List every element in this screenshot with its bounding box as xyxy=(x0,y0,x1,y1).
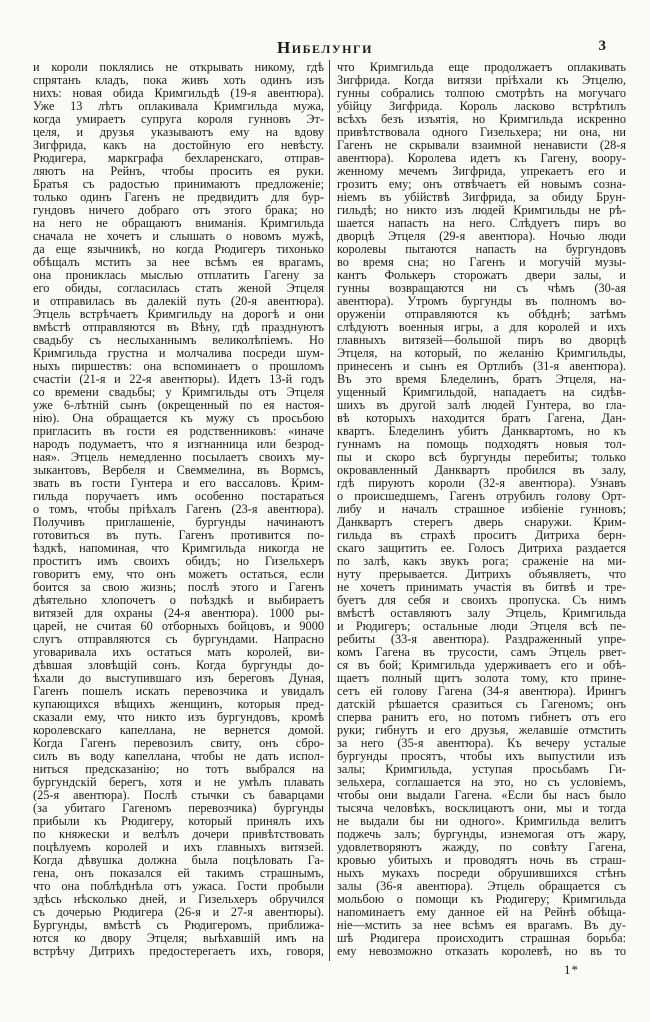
text-line: ляютъ на Рейнъ, чтобы просить ея руки. xyxy=(33,165,324,178)
text-line: ніе—мстить за нее всѣмъ ея врагамъ. Въ ду- xyxy=(337,919,626,932)
text-line: Братья съ радостью принимаютъ предложеніе; xyxy=(33,178,324,191)
text-line: убійцу Зигфрида. Король ласково встрѣтилъ xyxy=(337,100,626,113)
text-line: Бургунды, вмѣстѣ съ Рюдигеромъ, приближа- xyxy=(33,919,324,932)
text-line: оруженіи отправляются къ обѣднѣ; затѣмъ xyxy=(337,308,626,321)
text-line: встрѣчу Дитрихъ предостерегаетъ ихъ, говоря, xyxy=(33,945,324,958)
text-line: съ дочерью Рюдигера (26-я и 27-я авентюры). xyxy=(33,906,324,919)
text-line: напоминаетъ ему данное ей на Рейнѣ обѣща- xyxy=(337,906,626,919)
text-line: главныхъ витязей—большой пиръ во дворцѣ xyxy=(337,334,626,347)
text-line: сказали ему, что никто изъ бургундовъ, кромѣ xyxy=(33,711,324,724)
text-line: Въ это время Бледелинъ, братъ Этцеля, на- xyxy=(337,373,626,386)
text-line: залы; Кримгильда, уступая просьбамъ Ги- xyxy=(337,763,626,776)
text-line: проститъ имъ своихъ обидъ; но Гизельхеръ xyxy=(33,555,324,568)
text-line: буетъ для себя и своихъ пропуска. Съ нимъ xyxy=(337,594,626,607)
text-column-right xyxy=(337,61,626,958)
text-line: шихъ въ другой залѣ людей Гунтера, во гла- xyxy=(337,399,626,412)
text-line: звать въ гости Гунтера и его вассаловъ. Крим- xyxy=(33,477,324,490)
text-line: нихъ: новая обида Кримгильдѣ (19-я авентюра). xyxy=(33,87,324,100)
text-line: пригласить въ гости ея родственниковъ: «иначе xyxy=(33,425,324,438)
text-line: прибыли къ Рюдигеру, который принялъ ихъ xyxy=(33,815,324,828)
text-line: нію). Она обращается къ мужу съ просьбою xyxy=(33,412,324,425)
text-line: ѣхали до выступившаго изъ береговъ Дуная, xyxy=(33,672,324,685)
text-line: витязей для охраны (24-я авентюра). 1000 ры- xyxy=(33,607,324,620)
text-line: шается напасть на него. Слѣдуетъ пиръ во xyxy=(337,217,626,230)
text-line: не выдали бы ни одного». Кримгильда велитъ xyxy=(337,815,626,828)
column-divider-rule xyxy=(329,60,330,961)
text-line: гильда въ страхѣ проситъ Дитриха берн- xyxy=(337,529,626,542)
text-line: спрятанъ кладъ, пока живъ хоть одинъ изъ xyxy=(33,74,324,87)
text-line: квартъ. Бледелинъ убитъ Данквартомъ, но къ xyxy=(337,425,626,438)
text-line: (25-я авентюра). Послѣ стычки съ баварцами xyxy=(33,789,324,802)
text-line: ему невозможно отказать королевѣ, но въ то xyxy=(337,945,626,958)
page-number: 3 xyxy=(598,38,606,54)
text-line: Рюдигера, маркграфа бехларенскаго, отправ- xyxy=(33,152,324,165)
signature-mark: 1* xyxy=(564,962,579,977)
text-line: уговаривала ихъ остаться мать королей, ви- xyxy=(33,646,324,659)
text-line: свадьбу съ неслыханнымъ великолѣпіемъ. Но xyxy=(33,334,324,347)
text-line: обѣщалъ мстить за нее всѣмъ ея врагамъ, xyxy=(33,256,324,269)
text-line: Зигфрида, какъ на достойную его невѣсту. xyxy=(33,139,324,152)
text-line: слугъ отправляются съ бургундами. Напрасно xyxy=(33,633,324,646)
text-line: скаго защитить ее. Голосъ Дитриха раздается xyxy=(337,542,626,555)
text-line: удовлетворяютъ жажду, по совѣту Гагена, xyxy=(337,841,626,854)
text-line: Этцеля, на который, по желанію Кримгильды, xyxy=(337,347,626,360)
text-line: Гагенъ пошелъ искать перевозчика и увидалъ xyxy=(33,685,324,698)
text-line: ущенный Кримгильдой, нападаетъ на сидѣв- xyxy=(337,386,626,399)
text-line: во время сна; но Гагенъ и могучій музы- xyxy=(337,256,626,269)
text-line: ниться предсказанію; но тотъ выбрался на xyxy=(33,763,324,776)
text-line: окровавленный Данквартъ пробился въ залу, xyxy=(337,464,626,477)
text-line: гена, онъ показался ей такимъ страшнымъ, xyxy=(33,867,324,880)
text-line: залы (36-я авентюра). Этцель обращается съ xyxy=(337,880,626,893)
text-line: по залѣ, какъ звукъ рога; сраженіе на ми- xyxy=(337,555,626,568)
text-line: сначала не хочетъ и слышать о новомъ мужѣ, xyxy=(33,230,324,243)
text-line: привѣтствовала одного Гизельхера; ни она, ни xyxy=(337,126,626,139)
text-line: гунны собрались толпою смотрѣть на могучаго xyxy=(337,87,626,100)
text-line: вмѣстѣ оставляютъ залу Этцель, Кримгильда xyxy=(337,607,626,620)
text-line: здѣсь нѣсколько дней, и Гизельхеръ обручился xyxy=(33,893,324,906)
text-line: сперва ранитъ его, но потомъ гибнетъ отъ его xyxy=(337,711,626,724)
text-line: бургундскій берегъ, хотя и не умѣлъ плавать xyxy=(33,776,324,789)
text-line: слѣдуютъ военныя игры, а для королей и ихъ xyxy=(337,321,626,334)
text-line: Когда дѣвушка должна была поцѣловать Га- xyxy=(33,854,324,867)
text-line: дворцѣ Этцеля (29-я авентюра). Ночью люди xyxy=(337,230,626,243)
text-line: мольбою о помощи къ Рюдигеру; Кримгильда xyxy=(337,893,626,906)
text-line: всѣхъ безъ изъятія, но Кримгильда искренно xyxy=(337,113,626,126)
text-line: (за убитаго Гагеномъ перевозчика) бургунды xyxy=(33,802,324,815)
text-line: гуннамъ на помощь подходятъ новыя тол- xyxy=(337,438,626,451)
text-line: щаетъ полный щитъ золота тому, кто прине- xyxy=(337,672,626,685)
text-line: да еще язычникѣ, но когда Рюдигеръ тихонько xyxy=(33,243,324,256)
text-line: ѣздкѣ, напоминая, что Кримгильда никогда не xyxy=(33,542,324,555)
text-line: ся въ бой; Кримгильда удерживаетъ его и обѣ- xyxy=(337,659,626,672)
text-line: шѣ Рюдигера происходитъ страшная борьба: xyxy=(337,932,626,945)
text-line: Получивъ приглашеніе, бургунды начинаютъ xyxy=(33,516,324,529)
text-line: королевы пытаются напасть на бургундовъ xyxy=(337,243,626,256)
text-line: Гагенъ не скрывали взаимной ненависти (28-я xyxy=(337,139,626,152)
text-line: о происшедшемъ, Гагенъ отрубилъ голову Орт- xyxy=(337,490,626,503)
text-line: силъ въ воду капеллана, чтобы не дать испол- xyxy=(33,750,324,763)
text-column-left xyxy=(33,61,324,958)
text-line: его обиды, согласилась стать женой Этцеля xyxy=(33,282,324,295)
text-line: кантъ Фолькеръ сторожатъ двери залы, и xyxy=(337,269,626,282)
text-line: уже 6-лѣтній сынъ (окрещенный по ея настоя- xyxy=(33,399,324,412)
text-line: царей, не считая 60 отборныхъ бойцовъ, и 9000 xyxy=(33,620,324,633)
text-line: ныхъ мукахъ посреди обрушившихся стѣнъ xyxy=(337,867,626,880)
text-line: и Рюдигеръ; остальные люди Этцеля всѣ пе- xyxy=(337,620,626,633)
text-line: женному мечемъ Зигфрида, упрекаетъ его и xyxy=(337,165,626,178)
text-line: бургунды просятъ, чтобы ихъ выпустили изъ xyxy=(337,750,626,763)
text-line: сетъ ей голову Гагена (34-я авентюра). Ирингъ xyxy=(337,685,626,698)
text-line: боится за свою жизнь; послѣ этого и Гагенъ xyxy=(33,581,324,594)
text-line: грозитъ ему; онъ отвѣчаетъ ей новымъ созна- xyxy=(337,178,626,191)
text-line: Зигфрида. Когда витязи пріѣхали къ Этцелю, xyxy=(337,74,626,87)
text-line: зыкантовъ, Вербеля и Свеммелина, въ Вормсъ, xyxy=(33,464,324,477)
text-line: авентюра). Утромъ бургунды въ полномъ во- xyxy=(337,295,626,308)
text-line: когда умираетъ супруга короля гунновъ Эт- xyxy=(33,113,324,126)
text-line: за него (35-я авентюра). Къ вечеру усталые xyxy=(337,737,626,750)
text-line: зельхера, соглашается на это, но съ условіемъ, xyxy=(337,776,626,789)
text-line: нуту прерывается. Дитрихъ объявляетъ, что xyxy=(337,568,626,581)
text-line: авентюра). Королева идетъ къ Гагену, воору- xyxy=(337,152,626,165)
text-line: ныхъ пиршествъ: она вспоминаетъ о прошломъ xyxy=(33,360,324,373)
text-line: на него не обращаютъ вниманія. Кримгильда xyxy=(33,217,324,230)
text-line: и короли поклялись не открывать никому, гдѣ xyxy=(33,61,324,74)
text-line: гильда поручаетъ имъ особенно постараться xyxy=(33,490,324,503)
text-line: Когда Гагенъ перевозилъ свиту, онъ сбро- xyxy=(33,737,324,750)
page-header-title: Нибелунги xyxy=(277,38,373,57)
text-line: гдѣ пируютъ короли (32-я авентюра). Узнавъ xyxy=(337,477,626,490)
text-line: поджечь залъ; бургунды, изнемогая отъ жару, xyxy=(337,828,626,841)
text-line: ребиты (33-я авентюра). Раздраженный упре- xyxy=(337,633,626,646)
text-line: Уже 13 лѣтъ оплакивала Кримгильда мужа, xyxy=(33,100,324,113)
text-line: ная». Этцель немедленно посылаетъ своихъ му- xyxy=(33,451,324,464)
text-line: со времени свадьбы; у Кримгильды отъ Этцеля xyxy=(33,386,324,399)
text-line: она прониклась мыслью отплатить Гагену за xyxy=(33,269,324,282)
text-line: готовиться въ путь. Гагенъ противится по- xyxy=(33,529,324,542)
text-line: говоритъ ему, что онъ можетъ остаться, если xyxy=(33,568,324,581)
text-line: кровью убитыхъ и проводятъ ночь въ страш- xyxy=(337,854,626,867)
text-line: ніемъ въ убійствѣ Зигфрида, за обиду Брун- xyxy=(337,191,626,204)
text-line: принесенъ и сынъ ея Ортлибъ (31-я авентюра). xyxy=(337,360,626,373)
text-line: и отправилась въ далекій путь (20-я авентюра). xyxy=(33,295,324,308)
text-line: королевскаго капеллана, не вернется домой. xyxy=(33,724,324,737)
text-line: пы и скоро всѣ бургунды перебиты; только xyxy=(337,451,626,464)
text-line: Этцель встрѣчаетъ Кримгильду на дорогѣ и они xyxy=(33,308,324,321)
text-line: вѣ которыхъ находится братъ Гагена, Дан- xyxy=(337,412,626,425)
text-line: руки; гибнутъ и его друзья, желавшіе отмстить xyxy=(337,724,626,737)
text-line: по княжески и велѣлъ дочери привѣтствовать xyxy=(33,828,324,841)
text-line: о томъ, чтобы пріѣхалъ Гагенъ (23-я авентюра). xyxy=(33,503,324,516)
text-line: ются ко двору Этцеля; выѣхавшій имъ на xyxy=(33,932,324,945)
text-line: только одинъ Гагенъ не предвидитъ для бур- xyxy=(33,191,324,204)
text-line: купающихся вѣщихъ женщинъ, которыя пред- xyxy=(33,698,324,711)
text-line: поцѣлуемъ королей и ихъ главныхъ витязей. xyxy=(33,841,324,854)
text-line: Данквартъ стерегъ дверь снаружи. Крим- xyxy=(337,516,626,529)
text-line: что Кримгильда еще продолжаетъ оплакивать xyxy=(337,61,626,74)
text-line: гундовъ ничего добраго отъ этого брака; но xyxy=(33,204,324,217)
text-line: гунны возвращаются ни съ чѣмъ (30-ая xyxy=(337,282,626,295)
text-line: не хочетъ принимать участія въ битвѣ и тре- xyxy=(337,581,626,594)
text-line: дѣвшая зловѣщій сонъ. Когда бургунды до- xyxy=(33,659,324,672)
text-line: что она поблѣднѣла отъ ужаса. Гости пробыли xyxy=(33,880,324,893)
text-line: тысяча человѣкъ, восклицаютъ они, мы и тогда xyxy=(337,802,626,815)
text-line: датскій рѣшается сразиться съ Гагеномъ; онъ xyxy=(337,698,626,711)
text-line: чтобы они выдали Гагена. «Если бы насъ было xyxy=(337,789,626,802)
text-line: счастіи (21-я и 22-я авентюры). Идетъ 13-й годъ xyxy=(33,373,324,386)
text-line: дѣятельно хлопочетъ о поѣздкѣ и выбираетъ xyxy=(33,594,324,607)
text-line: вмѣстѣ отправляются въ Вѣну, гдѣ празднуютъ xyxy=(33,321,324,334)
running-head xyxy=(0,38,650,58)
text-line: целя, и друзья указываютъ ему на вдову xyxy=(33,126,324,139)
text-line: гильдѣ; но никто изъ людей Кримгильды не рѣ- xyxy=(337,204,626,217)
text-line: либу и началъ страшное избіеніе гунновъ; xyxy=(337,503,626,516)
text-line: комъ Гагена въ трусости, самъ Этцель рвет- xyxy=(337,646,626,659)
text-line: народъ подумаетъ, что я изгнанница или безрод- xyxy=(33,438,324,451)
text-line: Кримгильда грустна и молчалива посреди шум- xyxy=(33,347,324,360)
